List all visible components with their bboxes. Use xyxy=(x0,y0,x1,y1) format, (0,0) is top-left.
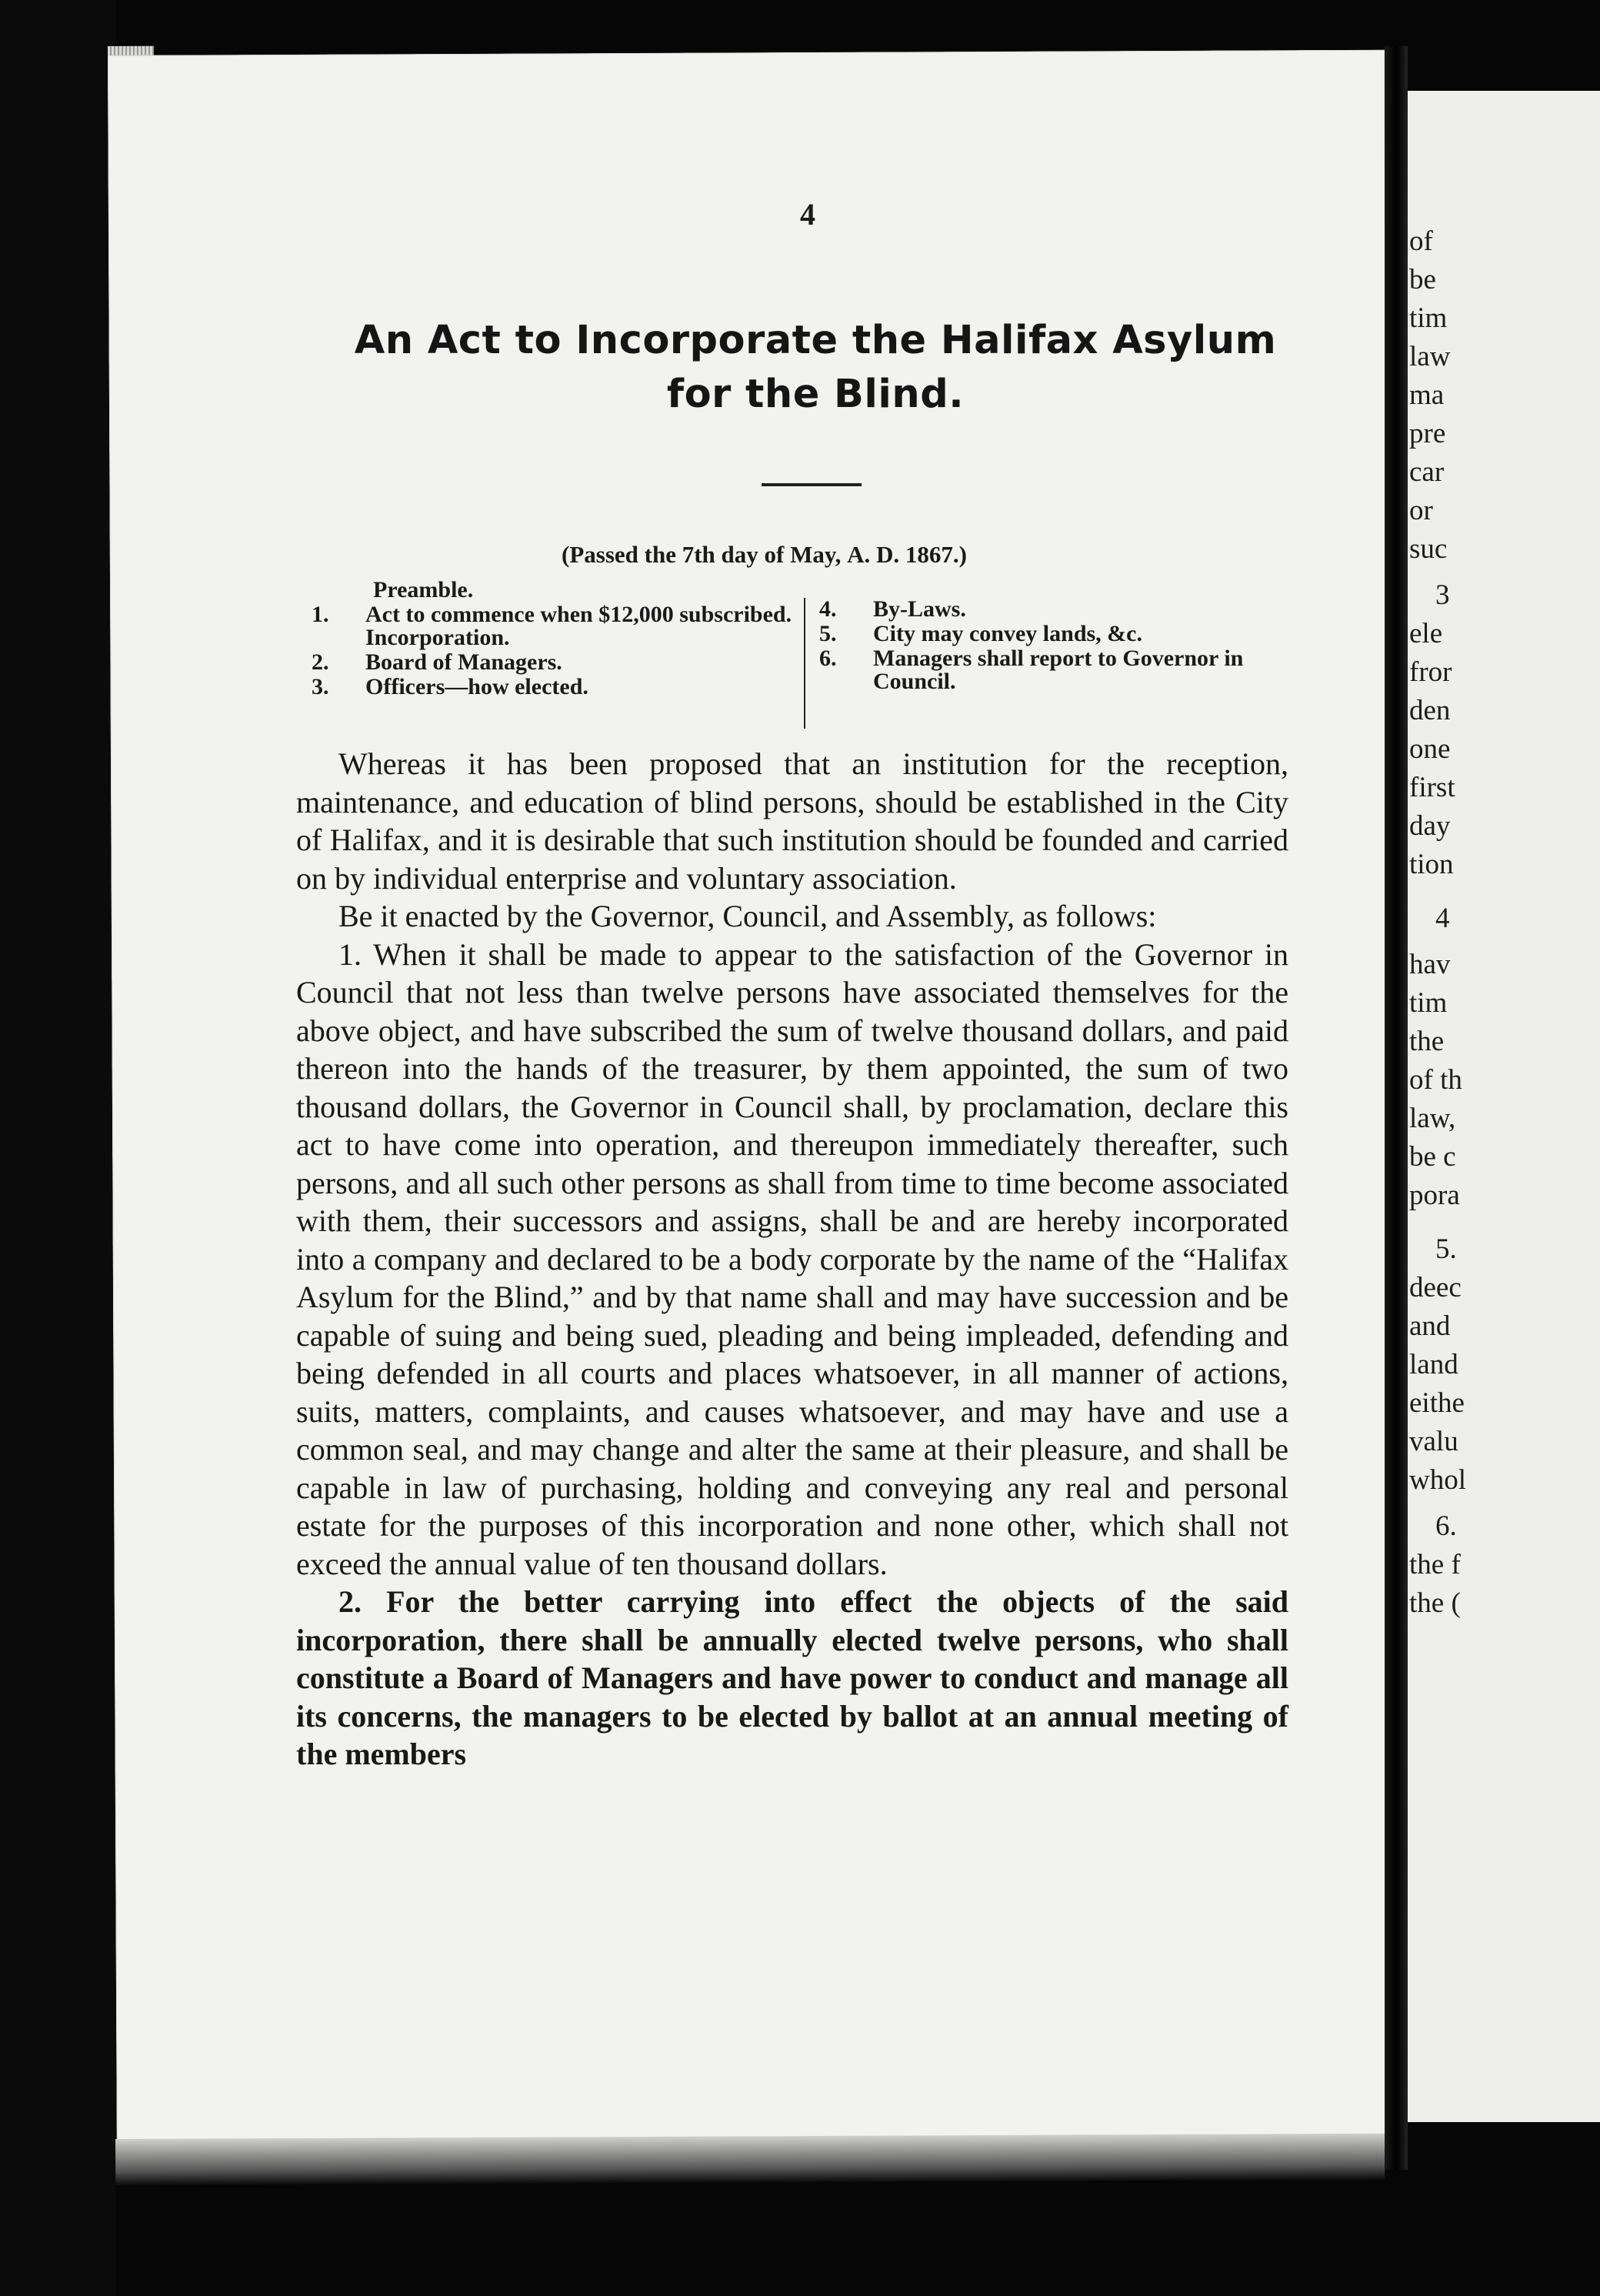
right-page-fragment: or xyxy=(1409,495,1433,526)
section-1-paragraph: 1. When it shall be made to appear to the satisfaction of the Governor in Council that not less than twelve persons have associated themselves for the above object, and have subscribed the sum of twelve thousand dollars, and paid thereon into the hands of the treasurer, by them appointed, the sum of two thousand dollars, the Governor in Council shall, by proclamation, declare this act to have come into operation, and thereupon immediately thereafter, such persons, and all such other persons as shall from time to time become associated with them, their successors and assigns, shall be and are hereby incorporated into a company and declared to be a body corporate by the name of the “Halifax Asylum for the Blind,” and by that name shall and may have succession and be capable of suing and being sued, pleading and being impleaded, defending and being defended in all courts and places whatsoever, in all manner of actions, suits, matters, complaints, and causes whatsoever, and may have and use a common seal, and may change and alter the same at their pleasure, and shall be capable in law of purchasing, holding and conveying any real and personal estate for the purposes of this incorporation and none other, which shall not exceed the annual value of ten thousand dollars. xyxy=(296,936,1288,1581)
right-page-fragment: deec xyxy=(1409,1272,1462,1303)
right-page-fragment: tim xyxy=(1409,302,1448,334)
synopsis-item: 2. Board of Managers. xyxy=(312,649,562,675)
passed-era: A. D. xyxy=(847,541,900,568)
right-page-fragment: suc xyxy=(1409,533,1448,565)
book-page-right xyxy=(1408,91,1600,2122)
title-line-1: An Act to Incorporate the Halifax Asylum xyxy=(354,318,1277,363)
synopsis-item: 6. Managers shall report to Governor in Council. xyxy=(819,646,1244,694)
section-synopsis xyxy=(312,579,1312,733)
synopsis-item: Preamble. xyxy=(373,577,474,602)
right-page-fragment: valu xyxy=(1409,1426,1458,1457)
right-page-fragment: pre xyxy=(1409,418,1446,449)
right-page-fragment: of th xyxy=(1409,1064,1462,1096)
right-page-fragment: pora xyxy=(1409,1180,1460,1211)
right-page-fragment: be c xyxy=(1409,1141,1456,1173)
right-page-fragment: hav xyxy=(1409,949,1451,980)
right-page-fragment: and xyxy=(1409,1310,1451,1342)
title-rule xyxy=(762,483,862,486)
synopsis-divider xyxy=(804,598,805,729)
right-page-fragment: land xyxy=(1409,1349,1458,1380)
right-page-fragment: law, xyxy=(1409,1103,1456,1134)
right-page-fragment: tion xyxy=(1409,849,1454,880)
right-page-fragment: eithe xyxy=(1409,1387,1465,1419)
right-page-fragment: the xyxy=(1409,1026,1445,1057)
right-page-fragment: whol xyxy=(1409,1464,1466,1496)
right-page-fragment: law xyxy=(1409,341,1451,372)
passed-suffix: 1867.) xyxy=(899,541,967,568)
right-page-fragment: day xyxy=(1409,810,1451,842)
right-page-fragment: first xyxy=(1409,772,1455,803)
passed-prefix: (Passed the 7th day of May, xyxy=(562,541,848,568)
right-page-fragment: be xyxy=(1409,264,1436,295)
synopsis-left-column xyxy=(312,579,804,700)
right-page-fragment: tim xyxy=(1409,987,1448,1019)
scan-dark-margin xyxy=(0,0,115,2296)
right-page-fragment: 4 xyxy=(1435,903,1450,934)
right-page-fragment: the f xyxy=(1409,1549,1461,1580)
book-gutter xyxy=(1385,46,1408,2170)
page-bottom-edge xyxy=(115,2134,1385,2185)
right-page-fragment: 5. xyxy=(1435,1233,1457,1265)
right-page-fragment: 3 xyxy=(1435,579,1450,611)
synopsis-right-column xyxy=(819,598,1296,695)
right-page-fragment: 6. xyxy=(1435,1510,1457,1542)
synopsis-item: 3. Officers—how elected. xyxy=(312,674,588,699)
right-page-fragment: of xyxy=(1409,225,1433,257)
title-line-2: for the Blind. xyxy=(666,372,965,417)
right-page-fragment: one xyxy=(1409,733,1451,765)
page-number: 4 xyxy=(800,197,815,232)
synopsis-item: 5. City may convey lands, &c. xyxy=(819,621,1142,646)
passed-date xyxy=(562,541,967,569)
right-page-fragment: ele xyxy=(1409,618,1443,649)
preamble-paragraph: Whereas it has been proposed that an institution for the reception, maintenance, and education of blind persons, should be established in the City of Halifax, and it is desirable that such institution should be founded and carried on by individual enterprise and voluntary association. xyxy=(296,746,1288,896)
enacting-clause: Be it enacted by the Governor, Council, and Assembly, as follows: xyxy=(338,899,1157,933)
section-2-paragraph: 2. For the better carrying into effect the objects of the said incorporation, there shall be annually elected twelve persons, who shall constitute a Board of Managers and have power to conduct and manage all its concerns, the managers to be elected by ballot at an annual meeting of the members xyxy=(296,1584,1288,1771)
synopsis-item: 1. Act to commence when $12,000 subscribed. Incorporation. xyxy=(312,602,792,650)
synopsis-item: 4. By-Laws. xyxy=(819,596,966,622)
right-page-fragment: den xyxy=(1409,695,1451,726)
right-page-fragment: car xyxy=(1409,456,1445,488)
right-page-fragment: ma xyxy=(1409,379,1445,411)
act-body xyxy=(296,745,1288,1774)
right-page-fragment: the ( xyxy=(1409,1587,1461,1619)
page-title xyxy=(338,314,1292,422)
right-page-fragment: fror xyxy=(1409,656,1452,688)
